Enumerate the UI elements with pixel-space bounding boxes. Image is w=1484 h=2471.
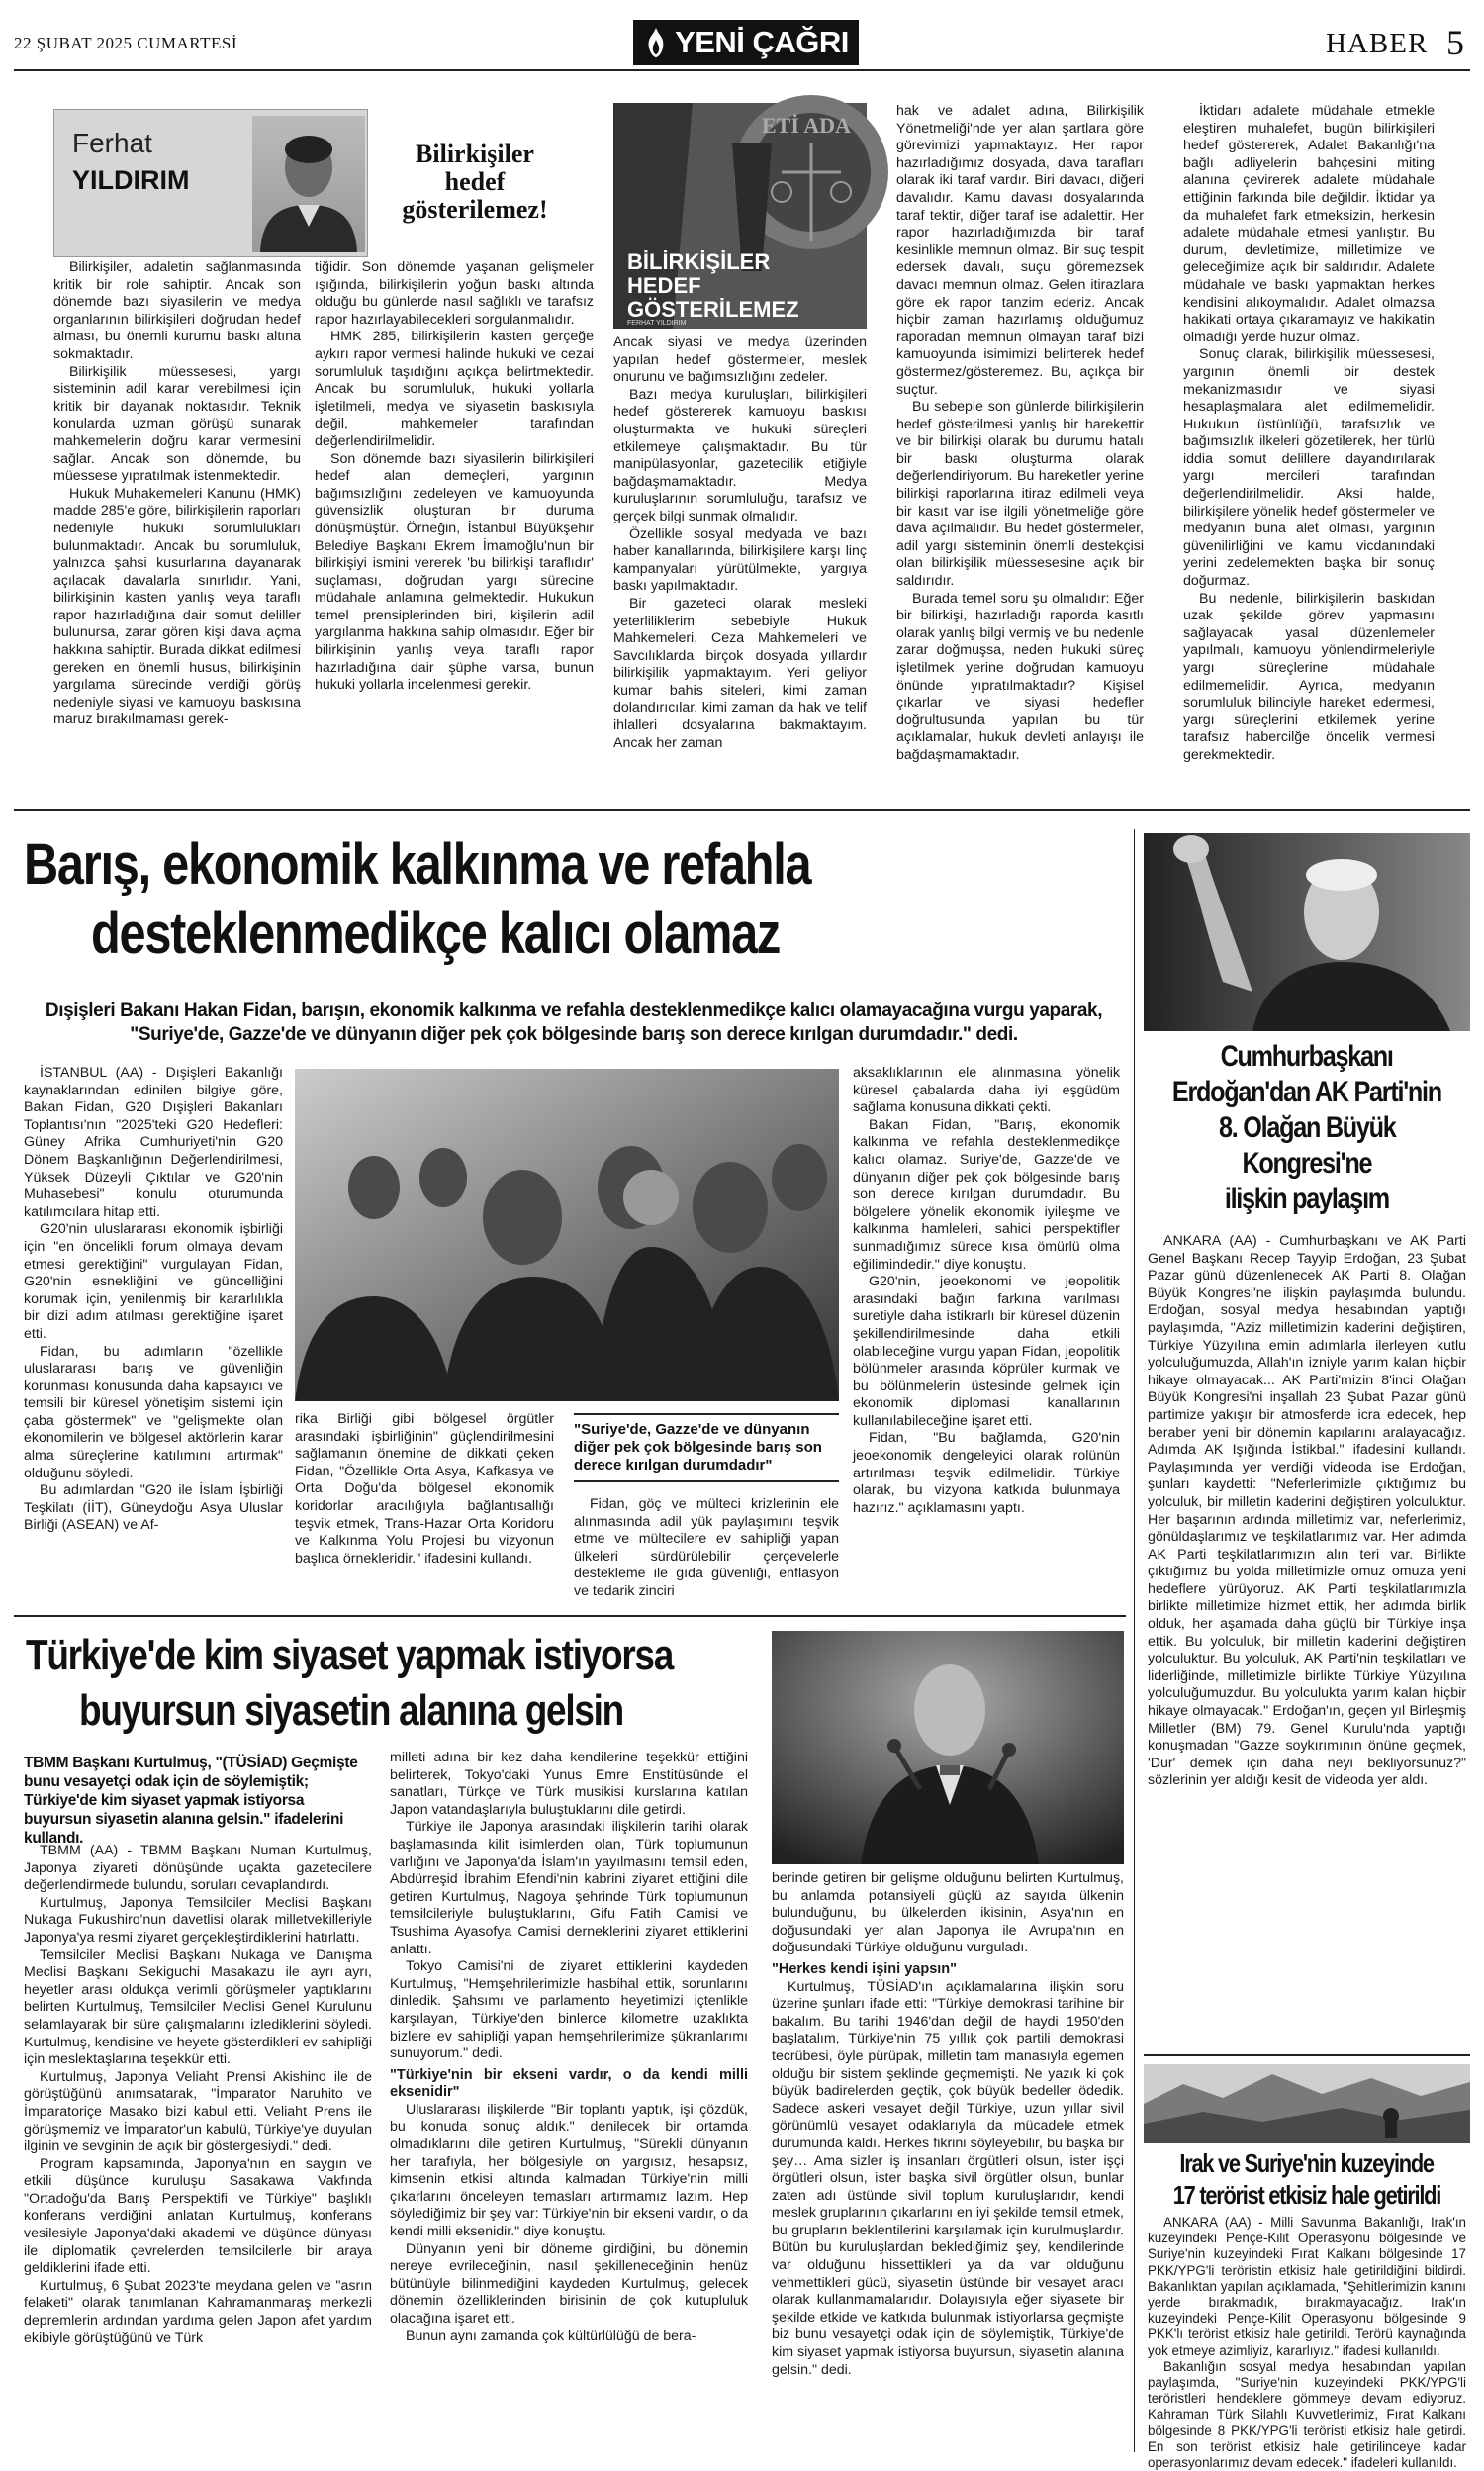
pullquote-bottom-rule [574,1480,839,1482]
section-name: HABER [1326,28,1429,59]
page-number: 5 [1446,23,1464,62]
story2-headline-line-1: Türkiye'de kim siyaset yapmak istiyorsa [26,1631,674,1679]
column-title-line-3: gösterilemez! [402,195,548,224]
story1-headline-line-2: desteklenmedikçe kalıcı olamaz [91,902,781,966]
header-rule [14,69,1470,71]
story2-subhead-2: "Herkes kendi işini yapsın" [772,1960,958,1977]
story1-headline-line-1: Barış, ekonomik kalkınma ve refahla [24,832,811,897]
side1-headline-line-1: Cumhurbaşkanı [1220,1040,1394,1073]
column-title-line-2: hedef [444,167,506,196]
side1-photo [1144,833,1470,1031]
story1-col1: İSTANBUL (AA) - Dışişleri Bakanlığı kaynaklarından edinilen bilgiye göre, Bakan Fidan, G20 Dışişleri Bakanları Toplantısı'nın "2025'teki G20 Hedefleri: Güney Afrika Cumhuriyeti'nin G20 Dönem Başkanlığının Değerlendirilmesi, Yüksek Düzeyli Çıktılar ve G20'nin Muhasebesi" konulu oturumunda katılımcılara hitap etti. G20'nin uluslararası ekonomik işbirliği için "en öncelikli forum olmaya devam etmesi gerektiğini" vurgulayan Fidan, G20'nin esnekliğini ve güncelliğini korumak için, yenilenmiş bir kararlılıkla bir dizi adım atılması gerektiğine işaret etti. Fidan, bu adımların "özellikle uluslararası barış ve güvenliğin korunması konusunda daha kapsayıcı ve temsili bir küresel yönetişim sistemi için çaba göstermek" ve "gelişmekte olan ekonomilerin ve bölgesel aktörlerin karar alma süreçlerine katılımını artırmak" olduğunu söyledi. Bu adımlardan "G20 ile İslam İşbirliği Teşkilatı (İİT), Güneydoğu Asya Uluslar Birliği (ASEAN) ve Af- [24,1065,283,1534]
logo-text: YENİ ÇAĞRI [675,25,849,59]
side2-photo [1144,2064,1470,2143]
story2-photo [772,1631,1124,1864]
column-title [376,141,574,224]
story1-photo [295,1069,839,1401]
story2-col2: milleti adına bir kez daha kendilerine teşekkür ettiğini belirterek, Tokyo'daki Yunus Emre Enstitüsünde el sanatları, Türkçe ve Türk musikisi kurslarına katılan Japon vatandaşlarıyla buluştuklarını dile getirdi. Türkiye ile Japonya arasındaki ilişkilerin tarihi olarak başlamasında kilit isimlerden olan, Türk toplumunun varlığını ve Japonya'da İslam'ın yayılmasını temsil eden, Abdürreşid İbrahim Efendi'nin kabrini ziyaret ettiğini dile getiren Kurtulmuş, Nagoya şehrinde Türk toplumunun temsilcileriyle buluştuklarını, Gifu Fatih Camisi ve Tsushima Ayasofya Camisi derneklerini ziyaret ettiklerini anlattı. Tokyo Camisi'ni de ziyaret ettiklerini kaydeden Kurtulmuş, "Hemşehrilerimizle hasbihal ettik, sorunlarını dinledik. Şahsımı ve parlamento heyetimizi içtenlikle karşılayan, Türkiye'den binlerce kilometre uzaklıkta bizlere ev sahipliği yapan hemşehrilerimize şükranlarımı sunuyorum." dedi. "Türkiye'nin bir ekseni vardır, o da kendi milli eksenidir" Uluslararası ilişkilerde "Bir toplantı yaptık, işi çözdük, bu konuda sonuç aldık." denilecek bir ortamda olmadıklarını dile getiren Kurtulmuş, "Sürekli dünyanın her tarafıyla, her bölgesiyle on yargısız, hesapsız, kimsenin etkisi altında kalmadan Türkiye'nin milli çıkarlarını önceleyen temasları artırmamız lazım. Hep söylediğimiz bir şey var: Türkiye'nin bir ekseni vardır, o da kendi milli eksenidir." diye konuştu. Dünyanın yeni bir döneme girdiğini, bu dönemin nereye evrileceğinin, nasıl şekilleneceğinin henüz bütünüyle bilinmediğini kaydeden Kurtulmuş, gelecek dönemin özelliklerinden birisinin de çok kutupluluk olacağına işaret etti. Bunun aynı zamanda çok kültürlülüğü de bera- [390,1750,749,2344]
column-image-caption-2: HEDEF [627,273,701,298]
header-date: 22 ŞUBAT 2025 CUMARTESİ [14,34,238,52]
side2-headline-line-1: Irak ve Suriye'nin kuzeyinde [1179,2148,1435,2178]
author-first-name: Ferhat [72,128,152,158]
story1-col2: rika Birliği gibi bölgesel örgütler arasındaki işbirliğinin" güçlendirilmesini sağlamanın önemine de dikkati çeken Fidan, "Özellikle Orta Asya, Kafkasya ve Orta Doğu'da bölgesel ekonomik koridorlar aracılığıyla bağlantısallığı teşvik etmek, Trans-Hazar Orta Koridoru ve Kalkınma Yolu Projesi bu vizyonun başlıca örnekleridir." ifadesini kullandı. [295,1411,554,1567]
logo-flame-icon [643,26,669,59]
side1-headline [1144,1039,1470,1217]
pullquote-top-rule [574,1413,839,1415]
story2-subhead-1: "Türkiye'nin bir ekseni vardır, o da kendi milli eksenidir" [390,2066,748,2101]
story2-headline-line-2: buyursun siyasetin alanına gelsin [79,1686,623,1735]
side1-headline-line-2: Erdoğan'dan AK Parti'nin [1171,1076,1442,1108]
story1-pullquote-text: "Suriye'de, Gazze'de ve dünyanın diğer pek çok bölgesinde barış son derece kırılgan durumdadır" [574,1421,822,1473]
side2-body: ANKARA (AA) - Milli Savunma Bakanlığı, Irak'ın kuzeyindeki Pençe-Kilit Operasyonu bölgesinde ve Suriye'nin kuzeyindeki Fırat Kalkanı bölgesinde 17 PKK/YPG'li teröristin etkisiz hale getirildiğini bildirdi. Bakanlıktan yapılan açıklamada, "Şehitlerimizin kanını yerde bırakmadık, bırakmayacağız. Irak'ın kuzeyindeki Pençe-Kilit Operasyonu bölgesinde 9 PKK'lı terörist etkisiz hale getirildi. Terörü kaynağında yok etmeye azimliyiz, kararlıyız." ifadesi kullanıldı. Bakanlığın sosyal medya hesabından yapılan paylaşımda, "Suriye'nin kuzeyindeki PKK/YPG'li teröristleri hendeklere gömmeye devam ediyoruz. Kahraman Türk Silahlı Kuvvetlerimiz, Fırat Kalkanı bölgesinde 8 PKK/YPG'li teröristi etkisiz hale getirdi. En son terörist etkisiz hale getirilinceye kadar operasyonlarımız devam edecek." ifadeleri kullanıldı. [1148,2215,1466,2471]
side2-headline-line-2: 17 terörist etkisiz hale getirildi [1172,2180,1441,2210]
column-title-line-1: Bilirkişiler [416,140,534,168]
svg-text:ETİ ADA: ETİ ADA [762,113,851,138]
story1-col4: aksaklıklarının ele alınmasına yönelik küresel çabalarda daha iyi eşgüdüm sağlama konusuna dikkati çekti. Bakan Fidan, "Barış, ekonomik kalkınma ve refahla desteklenmedikçe kalıcı olamaz. Suriye'de, Gazze'de ve dünyanın diğer pek çok bölgesinde barış son derece kırılgan durumdadır. Bu bölgelere yönelik ekonomik iyileşme ve kalkınma hamleleri, sahici perspektifler sunmadığımız sürece kısa ömürlü olma eğilimindedir." diye konuştu. G20'nin, jeoekonomi ve jeopolitik arasındaki bağın farkına varılması suretiyle daha istikrarlı bir küresel düzenin şekillendirilmesinde daha etkili olabileceğine vurgu yapan Fidan, jeopolitik bölünmeler arasında köprüler kurmak ve bu bölünmelerin üstesinde gelmek için ekonomik diplomasi kanallarının kullanılabileceğine işaret etti. Fidan, "Bu bağlamda, G20'nin jeoekonomik dengeleyici olarak rolünün artırılması teşvik edilmelidir. Türkiye olarak, bu vizyona katkıda bulunmaya hazırız." açıklamasını yaptı. [853,1065,1120,1516]
column-text-col5: İktidarı adalete müdahale etmekle eleştiren muhalefet, bugün bilirkişileri hedef göstererek, Adalet Bakanlığı'na bağlı adliyelerin bahçesini miting alanına çevirerek adalete müdahale ettiğinin farkında bile değildir. İktidar ya da muhalefet fark etmeksizin, herkesin adalete müdahale etmesi yanlıştır. Bu durum, devletimize, milletimize ve geleceğimize açık bir saldırıdır. Adalete müdahale ve baskı yapmaktan herkes kendisini alıkoymalıdır. Adalet olmazsa hakikati ortaya çıkaramayız ve hakikatin olmadığı yerde huzur olmaz. Sonuç olarak, bilirkişilik müessesesi, yargının önemli bir destek mekanizmasıdır ve siyasi hesaplaşmalara alet edilmemelidir. Hukukun üstünlüğü, tarafsızlık ve bağımsızlık ilkeleri gözetilerek, her türlü iddia somut delillere dayandırılarak yargı mercileri tarafından değerlendirilmelidir. Aksi halde, bilirkişilere yönelik hedef göstermeler ve medyanın buna alet olması, yargının güvenilirliğini ve kamu vicdanındaki yerini zedelemekten başka bir sonuç doğurmaz. Bu nedenle, bilirkişilerin baskıdan uzak şekilde görev yapmasını sağlayacak yasal düzenlemeler yapılmalı, kamuoyu yönlendirmeleriyle yargı süreçlerine müdahale edilmemelidir. Ayrıca, medyanın sorumluluk bilinciyle hareket edermesi, yargı süreçlerini etkilemek yerine tarafsız habercilğe öncelik vermesi gerekmektedir. [1183,103,1435,763]
side1-headline-line-4: Kongresi'ne [1242,1147,1372,1180]
side1-bottom-rule [1144,2054,1470,2056]
column-text-col3: Ancak siyasi ve medya üzerinden yapılan hedef göstermeler, meslek onurunu ve bağımsızlığını zedeler. Bazı medya kuruluşları, bilirkişileri hedef göstererek kamuoyu baskısı oluşturmakta ve hukuki süreçleri etkilemeye çalışmaktadır. Bu tür manipülasyonlar, gazetecilik etiğiyle bağdaşmamaktadır. Medya kuruluşlarının sorumluluğu, tarafsız ve gerçek bilgi sunmak olmalıdır. Özellikle sosyal medyada ve bazı haber kanallarında, bilirkişilere karşı linç kampanyaları yürütülmekte, yargıya baskı yapılmaktadır. Bir gazeteci olarak mesleki yeterliliklerim sebebiyle Hukuk Mahkemeleri, Ceza Mahkemeleri ve Savcılıklarda birçok dosyada yıllardır bilirkişilik yapmaktayım. Yeri geliyor kumar bahis siteleri, kimi zaman dolandırıcılar, kimi zaman da hak ve telif ihlalleri dosyalarına bakmaktayım. Ancak her zaman [613,334,867,751]
story2-col3: berinde getiren bir gelişme olduğunu belirten Kurtulmuş, bu anlamda potansiyeli güçlü az sayıda ülkenin bulunduğunu, bu ülkelerden ikisinin, Asya'nın en doğusundaki yer alan Japonya ile Avrupa'nın en doğusundaki Türkiye olduğunu vurguladı. "Herkes kendi işini yapsın" Kurtulmuş, TÜSİAD'ın açıklamalarına ilişkin soru üzerine şunları ifade etti: "Türkiye demokrasi tarihine bir bakalım. Bu tarihi 1946'dan değil de haydi 1950'den başlatalım, Türkiye'nin 75 yıllık çok partili demokrasi tecrübesi, öyle pürüpak, milletin tam manasıyla egemen olduğu bir sistem şeklinde geçmemişti. Ne yazık ki çok büyük badirelerden geçtik, çok büyük bedeller ödedik. Sadece askeri vesayet değil Türkiye, uzun yıllar sivil görünümlü vesayet odaklarıyla da mücadele etmek durumunda kaldı. Herkes fikrini söyleyebilir, bu başka bir şey… Ama sizler iş insanları örgütleri olsun, ister işçi örgütleri olsun, ister başka sivil örgütler olsun, bunlar zaten adı üstünde sivil toplum kuruluşlarıdır, kendi meslek gruplarının çıkarlarını en iyi şekilde temsil etmek, bu grupların beklentilerini karşılamak için kurulmuşlardır. Bütün bu kuruluşlardan beklediğimiz şey, kendilerinde var olduğunu hissettikleri ya da var olduğunu vehmettikleri gücü, siyasetin üstünde bir vesayet aracı olarak kullanmamalarıdır. Dolayısıyla eğer siyasete bir şekilde etkide ve katkıda bulunmak istiyorlarsa geçmişte biz bunu vesayetçi odak için de söylemiştik, Türkiye'de kim siyaset yapmak istiyorsa buyursun, siyasetin alanına gelsin." dedi. [772,1870,1124,2378]
side1-headline-line-3: 8. Olağan Büyük [1218,1111,1396,1144]
column-image-caption-small: FERHAT YILDIRIM [627,320,687,327]
column-text-col2: tiğidir. Son dönemde yaşanan gelişmeler ışığında, bilirkişilerin yoğun baskı altında olduğu bu günlerde nasıl sağlıklı ve tarafsız rapor hazırlayabilecekleri sorgulanmalıdır. HMK 285, bilirkişilerin kasten gerçeğe aykırı rapor vermesi halinde hukuki ve cezai sorumluluk taşıdığını açıkça belirtmektedir. Ancak bu sorumluluk, hukuki yollarla işletilmeli, medya ve siyasetin baskısıyla değil, mahkemeler tarafından değerlendirilmelidir. Son dönemde bazı siyasilerin bilirkişileri hedef alan demeçleri, yargının bağımsızlığını zedeleyen ve kamuoyunda güvensizlik oluşturan bir duruma dönüşmüştür. Örneğin, İstanbul Büyükşehir Belediye Başkanı Ekrem İmamoğlu'nun bir bilirkişiyi ismini vererek 'bu bilirkişi taraflıdır' suçlaması, doğrudan yargı sürecine müdahale anlamına gelmektedir. Hukukun temel prensiplerinden biri, kişilerin adil yargılanma hakkına sahip olmasıdır. Eğer bir bilirkişinin yanlış veya taraflı rapor hazırladığına dair şüphe varsa, bunun hukuki yollarla incelenmesi gerekir. [315,259,594,694]
story1-col3: Fidan, göç ve mülteci krizlerinin ele alınmasında adil yük paylaşımını teşvik etme ve mültecilere ev sahipliği yapan ülkeleri sürdürülebilir çerçevelerle destekleme ile gıda güvenliği, enflasyon ve tedarik zinciri [574,1496,839,1599]
column-bottom-rule [14,809,1470,811]
column-author-box [53,109,368,257]
column-text-col4: hak ve adalet adına, Bilirkişilik Yönetmeliği'nde yer alan şartlara göre görevimizi yapmaktayız. Her rapor hazırladığımız dosyada, dava tarafları olarak iki taraf vardır. Biri davacı, diğeri davalıdır. Kamu davası dosyalarında taraf tektir, diğer taraf ise adalettir. Her rapor hazırladığımızda bir taraf kesinlikle memnun olmaz. Bir suç tespit edersek davalı, suçu göremezsek davacı memnun olmaz. Gelen itirazlara göre ek rapor tanzim ederiz. Ancak hiçbir zaman hazırlamış olduğumuz raporadan memnun olmayan taraf bizi kamuoyunda isimimizi belirterek hedef göstermez/gösteremez. Bu, açıkça bir suçtur. Bu sebeple son günlerde bilirkişilerin hedef gösterilmesi yanlış bir harekettir ve bir bilirkişi olarak bu durumu hatalı bir baskı oluşturma olarak değerlendiriyorum. Bu hareketler yerine bilirkişi raporlarına itiraz edilmeli veya bir kasıt var ise ilgili yönetmeliğe göre dava açılmalıdır. Bu hedef göstermeler, adil yargı sisteminin önemli destekçisi olan bilirkişilik müessesesine açık bir saldırıdır. Burada temel soru şu olmalıdır: Eğer bir bilirkişi, hazırladığı raporda kasıtlı olarak yanlış bilgi vermiş ve bu nedenle zarar doğmuşsa, neden hukuki süreç işletilmek yerine doğrudan kamuoyu önünde yıpratılmaktadır? Kişisel çıkarlar ve siyasi hedefler doğrultusunda yapılan bu tür açıklamalar, hukuk devleti anlayışı ile bağdaşmamaktadır. [896,103,1144,763]
column-text-col1: Bilirkişiler, adaletin sağlanmasında kritik bir role sahiptir. Ancak son dönemde bazı siyasilerin ve medya organlarının bilirkişileri doğrudan hedef alması, bu önemli kurumu baskı altına sokmaktadır. Bilirkişilik müessesesi, yargı sisteminin adil karar verebilmesi için kritik bir dayanak noktasıdır. Teknik konularda uzman görüşü sunarak mahkemelerin doğru karar vermesini sağlar. Ancak son dönemde, bu müessese yıpratılmak istenmektedir. Hukuk Muhakemeleri Kanunu (HMK) madde 285'e göre, bilirkişilerin raporları nedeniyle hukuki sorumlulukları bulunmaktadır. Ancak bu sorumluluk, yalnızca şahsi kusurlarına dayanarak açılacak davalarla sınırlıdır. Yani, bilirkişinin kasten yanlış veya taraflı rapor hazırladığına dair somut deliller bulunursa, zarar gören kişi dava açma hakkına sahiptir. Burada dikkat edilmesi gereken en önemli husus, bilirkişinin yargılama sürecinde verdiği görüş nedeniyle siyasi ve kamuoyu baskısına maruz bırakılmaması gerek- [53,259,301,728]
column-image [613,103,867,329]
story2-col1: TBMM (AA) - TBMM Başkanı Numan Kurtulmuş, Japonya ziyareti dönüşünde uçakta gazetecilere değerlendirmede bulundu, soruları cevaplandırdı. Kurtulmuş, Japonya Temsilciler Meclisi Başkanı Nukaga Fukushiro'nun davetlisi olarak milletvekilleriyle Japonya'ya resmi ziyaret gerçekleştirdiklerini hatırlattı. Temsilciler Meclisi Başkanı Nukaga ve Danışma Meclisi Başkanı Sekiguchi Masakazu ile ayrı ayrı, heyetler arası oldukça verimli görüşmeler yaptıklarını belirten Kurtulmuş, Temsilciler Meclisi Genel Kurulunu selamlayarak bir süre çalışmalarını izlediklerini söyledi. Kurtulmuş, kendisine ve heyete gösterdikleri ev sahipliği için meslektaşlarına teşekkür etti. Kurtulmuş, Japonya Veliaht Prensi Akishino ile de görüştüğünü anımsatarak, "İmparator Naruhito ve İmparatoriçe Masako bizi kabul etti. Veliaht Prens ile görüşmemiz ve İmparator'un kabulü, Türkiye'ye duyulan ilginin ve sevginin de açık bir göstergesiydi." dedi. Program kapsamında, Japonya'nın en saygın ve etkili düşünce kuruluşu Sasakawa Vakfında "Ortadoğu'da Barış Perspektifi ve Türkiye" başlıklı konferans verdiğini anlatan Kurtulmuş, konferans vesilesiyle Japonya'daki akademi ve düşünce dünyası ile diplomatik çevrelerden temsilcilerle bir araya geldiklerini ifade etti. Kurtulmuş, 6 Şubat 2023'te meydana gelen ve "asrın felaketi" olarak tanımlanan Kahramanmaraş merkezli depremlerin ardından yardıma gelen Japon afet yardım ekibiyle görüştüğünü ve Türk [24,1843,372,2346]
side2-headline [1144,2147,1470,2211]
side1-body: ANKARA (AA) - Cumhurbaşkanı ve AK Parti Genel Başkanı Recep Tayyip Erdoğan, 23 Şubat Pazar günü düzenlenecek AK Parti 8. Olağan Büyük Kongresi'ne ilişkin paylaşımda bulundu. Erdoğan, sosyal medya hesabından yaptığı paylaşımda, "Aziz milletimizin kaderini değiştiren, Türkiye Yüzyılına emin adımlarla ilerleyen kutlu yolculuğumuzda, Allah'ın izniyle yarım kalan hiçbir hikaye olmayacak... AK Parti'mizin 8'inci Olağan Büyük Kongresi'ni inşallah 23 Şubat Pazar günü partimize yakışır bir atmosferde icra edecek, hep beraber yeni bir dönemin kapılarını aralayacağız. Adımda AK Işığında İstikbal." ifadesini kullandı. Paylaşımında yer verdiği videoda ise Erdoğan, şunları kaydetti: "Neferlerimizle çıktığımız bu yolculuk, bir milletin kaderini değiştiren yolculuktur. Her başarının ardında milletimiz var, neferlerimiz, gönüldaşlarımız ve teşkilatlarımız var. Her adımda AK Parti teşkilatlarımızın alın teri var. Birlikte çıktığımız bu yolda milletimizle omuz omuza yeni hedeflere yürüyoruz. AK Parti teşkilatlarımızla birlikte milletimize hizmet ettik, her adımda birlik olduk, her aşamada daha güçlü bir Türkiye inşa ettik. Bu yolculuk, bir milletin kaderini değiştiren yolculuktur. Bu yolculuk, AK Parti'nin teşkilatları ve liderliğinde, milletimizle birlikte Türkiye Yüzyılına yolculuğumuzdur. Bu yolculukta yarım kalan hiçbir hikaye olmayacak." Erdoğan'ın, geçen yıl Birleşmiş Milletler (BM) 79. Genel Kurulu'nda yaptığı konuşmadan "Gazze soykırımının önüne geçmek, 'Dur' demek için daha neyi bekliyorsunuz?" sözlerinin yer aldığı kesit de videoda yer aldı. [1148,1233,1466,1789]
side1-headline-line-5: ilişkin paylaşım [1224,1183,1390,1215]
story1-pullquote [574,1413,839,1482]
author-last-name: YILDIRIM [72,165,190,195]
column-image-caption-3: GÖSTERİLEMEZ [627,297,799,322]
masthead-logo [633,20,859,65]
story2-spot: TBMM Başkanı Kurtulmuş, "(TÜSİAD) Geçmişte bunu vesayetçi odak için de söylemiştik; Türkiye'de kim siyaset yapmak istiyorsa buyursun siyasetin alanına gelsin." ifadelerini kullandı. [24,1755,358,1847]
column-image-caption-1: BİLİRKİŞİLER [627,249,771,274]
author-photo [252,116,365,252]
story1-bottom-rule [14,1615,1126,1617]
sidebar-vertical-rule [1134,829,1135,2452]
story1-spot: Dışişleri Bakanı Hakan Fidan, barışın, ekonomik kalkınma ve refahla desteklenmedikçe kalıcı olamayacağına vurgu yaparak, "Suriye'de, Gazze'de ve dünyanın diğer pek çok bölgesinde barış son derece kırılgan durumdadır." dedi. [45,1000,1103,1045]
